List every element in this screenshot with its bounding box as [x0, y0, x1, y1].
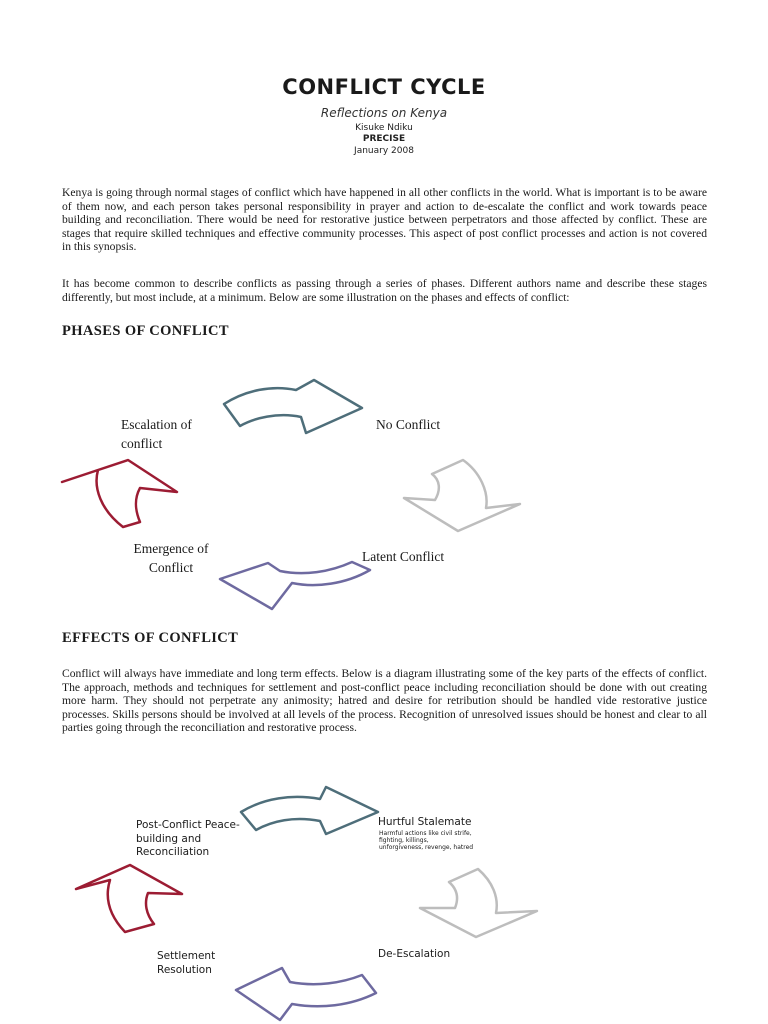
arrow-top-right-icon	[224, 380, 362, 433]
arrow-left-up-icon	[62, 460, 177, 527]
hurtful-stalemate-note: Harmful actions like civil strife, fighting, killings, unforgiveness, revenge, hatred	[379, 830, 474, 851]
author-name: Kisuke Ndiku	[355, 123, 413, 133]
document-title: CONFLICT CYCLE	[282, 75, 486, 99]
label-escalation-of-conflict: Escalation of conflict	[121, 417, 192, 451]
effects-paragraph: Conflict will always have immediate and long term effects. Below is a diagram illustrating some of the key parts of the effects of conflict. The approach, methods and techniques for settlement and post-conflict peace including reconciliation should be done with out creating more harm. They should not perpetrate any animosity; hatred and desire for retribution should be handled vide restorative justice processes. Skills persons should be involved at all levels of the process. Recognition of unresolved issues should be honest and clear to all parties going through the reconciliation and restorative process.	[62, 667, 707, 735]
document-date: January 2008	[354, 146, 414, 156]
effects-heading: EFFECTS OF CONFLICT	[62, 630, 239, 646]
label-hurtful-stalemate: Hurtful Stalemate	[378, 816, 472, 828]
label-settlement-resolution: Settlement Resolution	[157, 950, 216, 976]
arrow-bottom-left-icon	[220, 562, 370, 609]
effects-cycle-diagram	[76, 787, 537, 1020]
label-no-conflict: No Conflict	[376, 417, 441, 432]
label-de-escalation: De-Escalation	[378, 948, 451, 960]
organization-name: PRECISE	[362, 134, 406, 144]
label-post-conflict-peace-building: Post-Conflict Peace-building and Reconciliation	[136, 819, 240, 858]
arrow-left-up-2-icon	[76, 865, 182, 932]
phases-cycle-diagram	[62, 380, 520, 609]
arrow-top-right-2-icon	[241, 787, 378, 834]
intro-paragraph-1: Kenya is going through normal stages of conflict which have happened in all other conflicts in the world. What is important is to be aware of them now, and each person takes personal responsibility in prayer and action to de-escalate the conflict and work towards peace building and reconciliation. There would be need for restorative justice between perpetrators and those affected by conflict. These are stages that require skilled techniques and effective community processes. This aspect of post conflict processes and action is not covered in this synopsis.	[62, 186, 707, 254]
arrow-right-down-2-icon	[420, 869, 537, 937]
label-emergence-of-conflict: Emergence of Conflict	[133, 541, 209, 575]
label-latent-conflict: Latent Conflict	[362, 549, 445, 564]
arrow-right-down-icon	[404, 460, 520, 531]
intro-paragraph-2: It has become common to describe conflicts as passing through a series of phases. Different authors name and describe these stages differently, but most include, at a minimum. Below are some illustration on the phases and effects of conflict:	[62, 277, 707, 304]
phases-heading: PHASES OF CONFLICT	[62, 323, 229, 339]
arrow-bottom-left-2-icon	[236, 968, 376, 1020]
document-subtitle: Reflections on Kenya	[320, 106, 448, 120]
